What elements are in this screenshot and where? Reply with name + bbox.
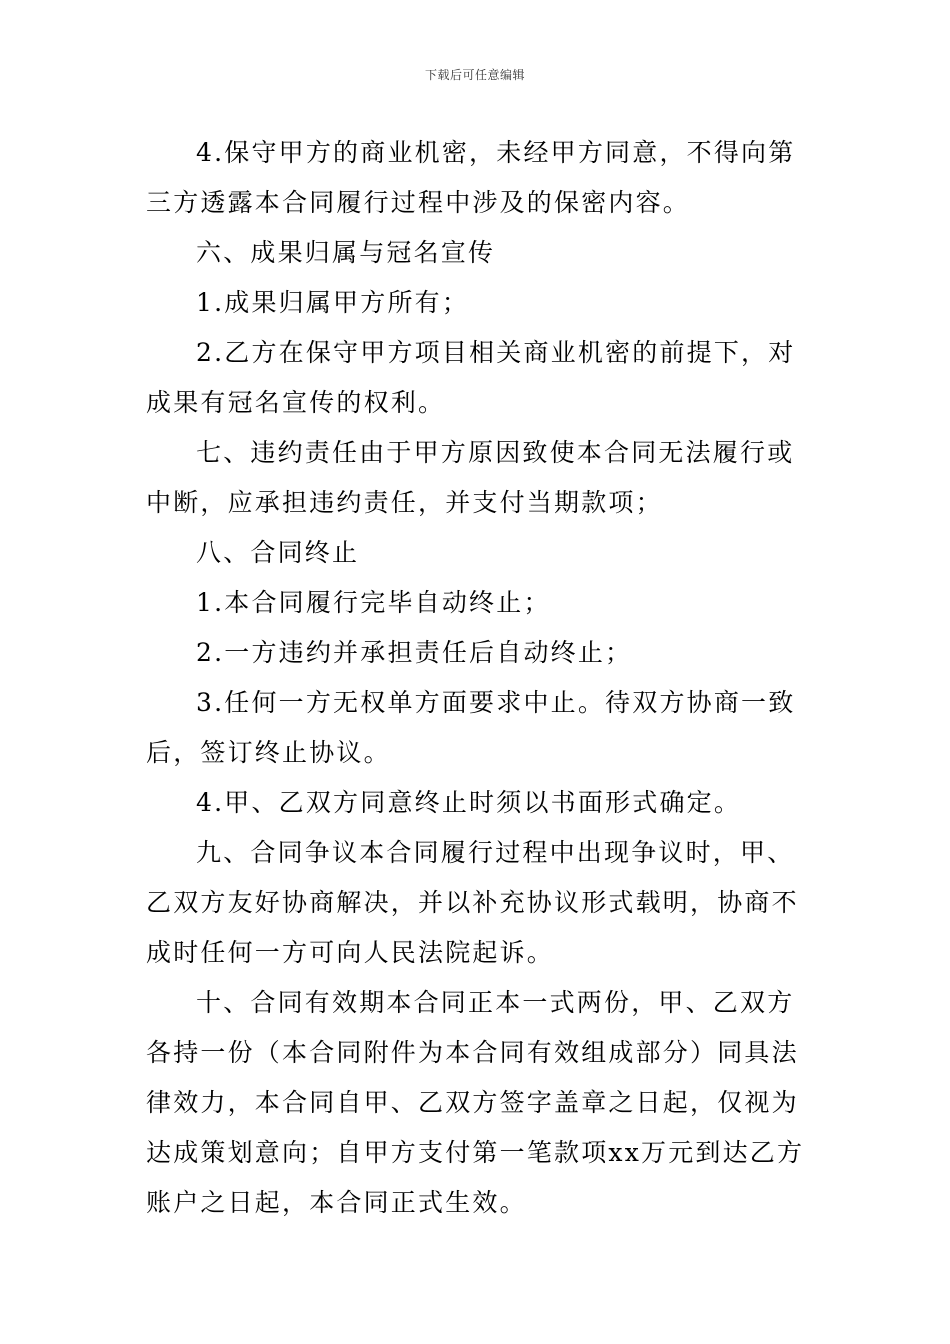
page-header-note: 下载后可任意编辑	[424, 68, 525, 82]
paragraph-termination-4: 4.甲、乙双方同意终止时须以书面形式确定。	[196, 788, 742, 817]
paragraph-result-ownership: 1.成果归属甲方所有；	[196, 288, 470, 317]
paragraph-termination-3: 3.任何一方无权单方面要求中止。待双方协商一致后，签订终止协议。	[146, 688, 796, 767]
paragraph-section-7-liability: 七、违约责任由于甲方原因致使本合同无法履行或中断，应承担违约责任，并支付当期款项；	[146, 438, 795, 517]
paragraph-termination-1: 1.本合同履行完毕自动终止；	[196, 588, 551, 617]
document-body	[146, 128, 816, 1228]
paragraph-section-9-disputes: 九、合同争议本合同履行过程中出现争议时，甲、乙双方友好协商解决，并以补充协议形式载明，协商不成时任何一方可向人民法院起诉。	[146, 838, 799, 967]
paragraph-confidentiality: 4.保守甲方的商业机密，未经甲方同意，不得向第三方透露本合同履行过程中涉及的保密内容。	[146, 138, 796, 217]
paragraph-naming-rights: 2.乙方在保守甲方项目相关商业机密的前提下，对成果有冠名宣传的权利。	[146, 338, 796, 417]
paragraph-termination-2: 2.一方违约并承担责任后自动终止；	[196, 638, 633, 667]
heading-section-6: 六、成果归属与冠名宣传	[196, 238, 496, 267]
paragraph-section-10-validity: 十、合同有效期本合同正本一式两份，甲、乙双方各持一份（本合同附件为本合同有效组成部分）同具法律效力，本合同自甲、乙双方签字盖章之日起，仅视为达成策划意向；自甲方支付第一笔款项xx万元到达乙方账户之日起，本合同正式生效。	[146, 988, 805, 1217]
heading-section-8: 八、合同终止	[196, 538, 360, 567]
